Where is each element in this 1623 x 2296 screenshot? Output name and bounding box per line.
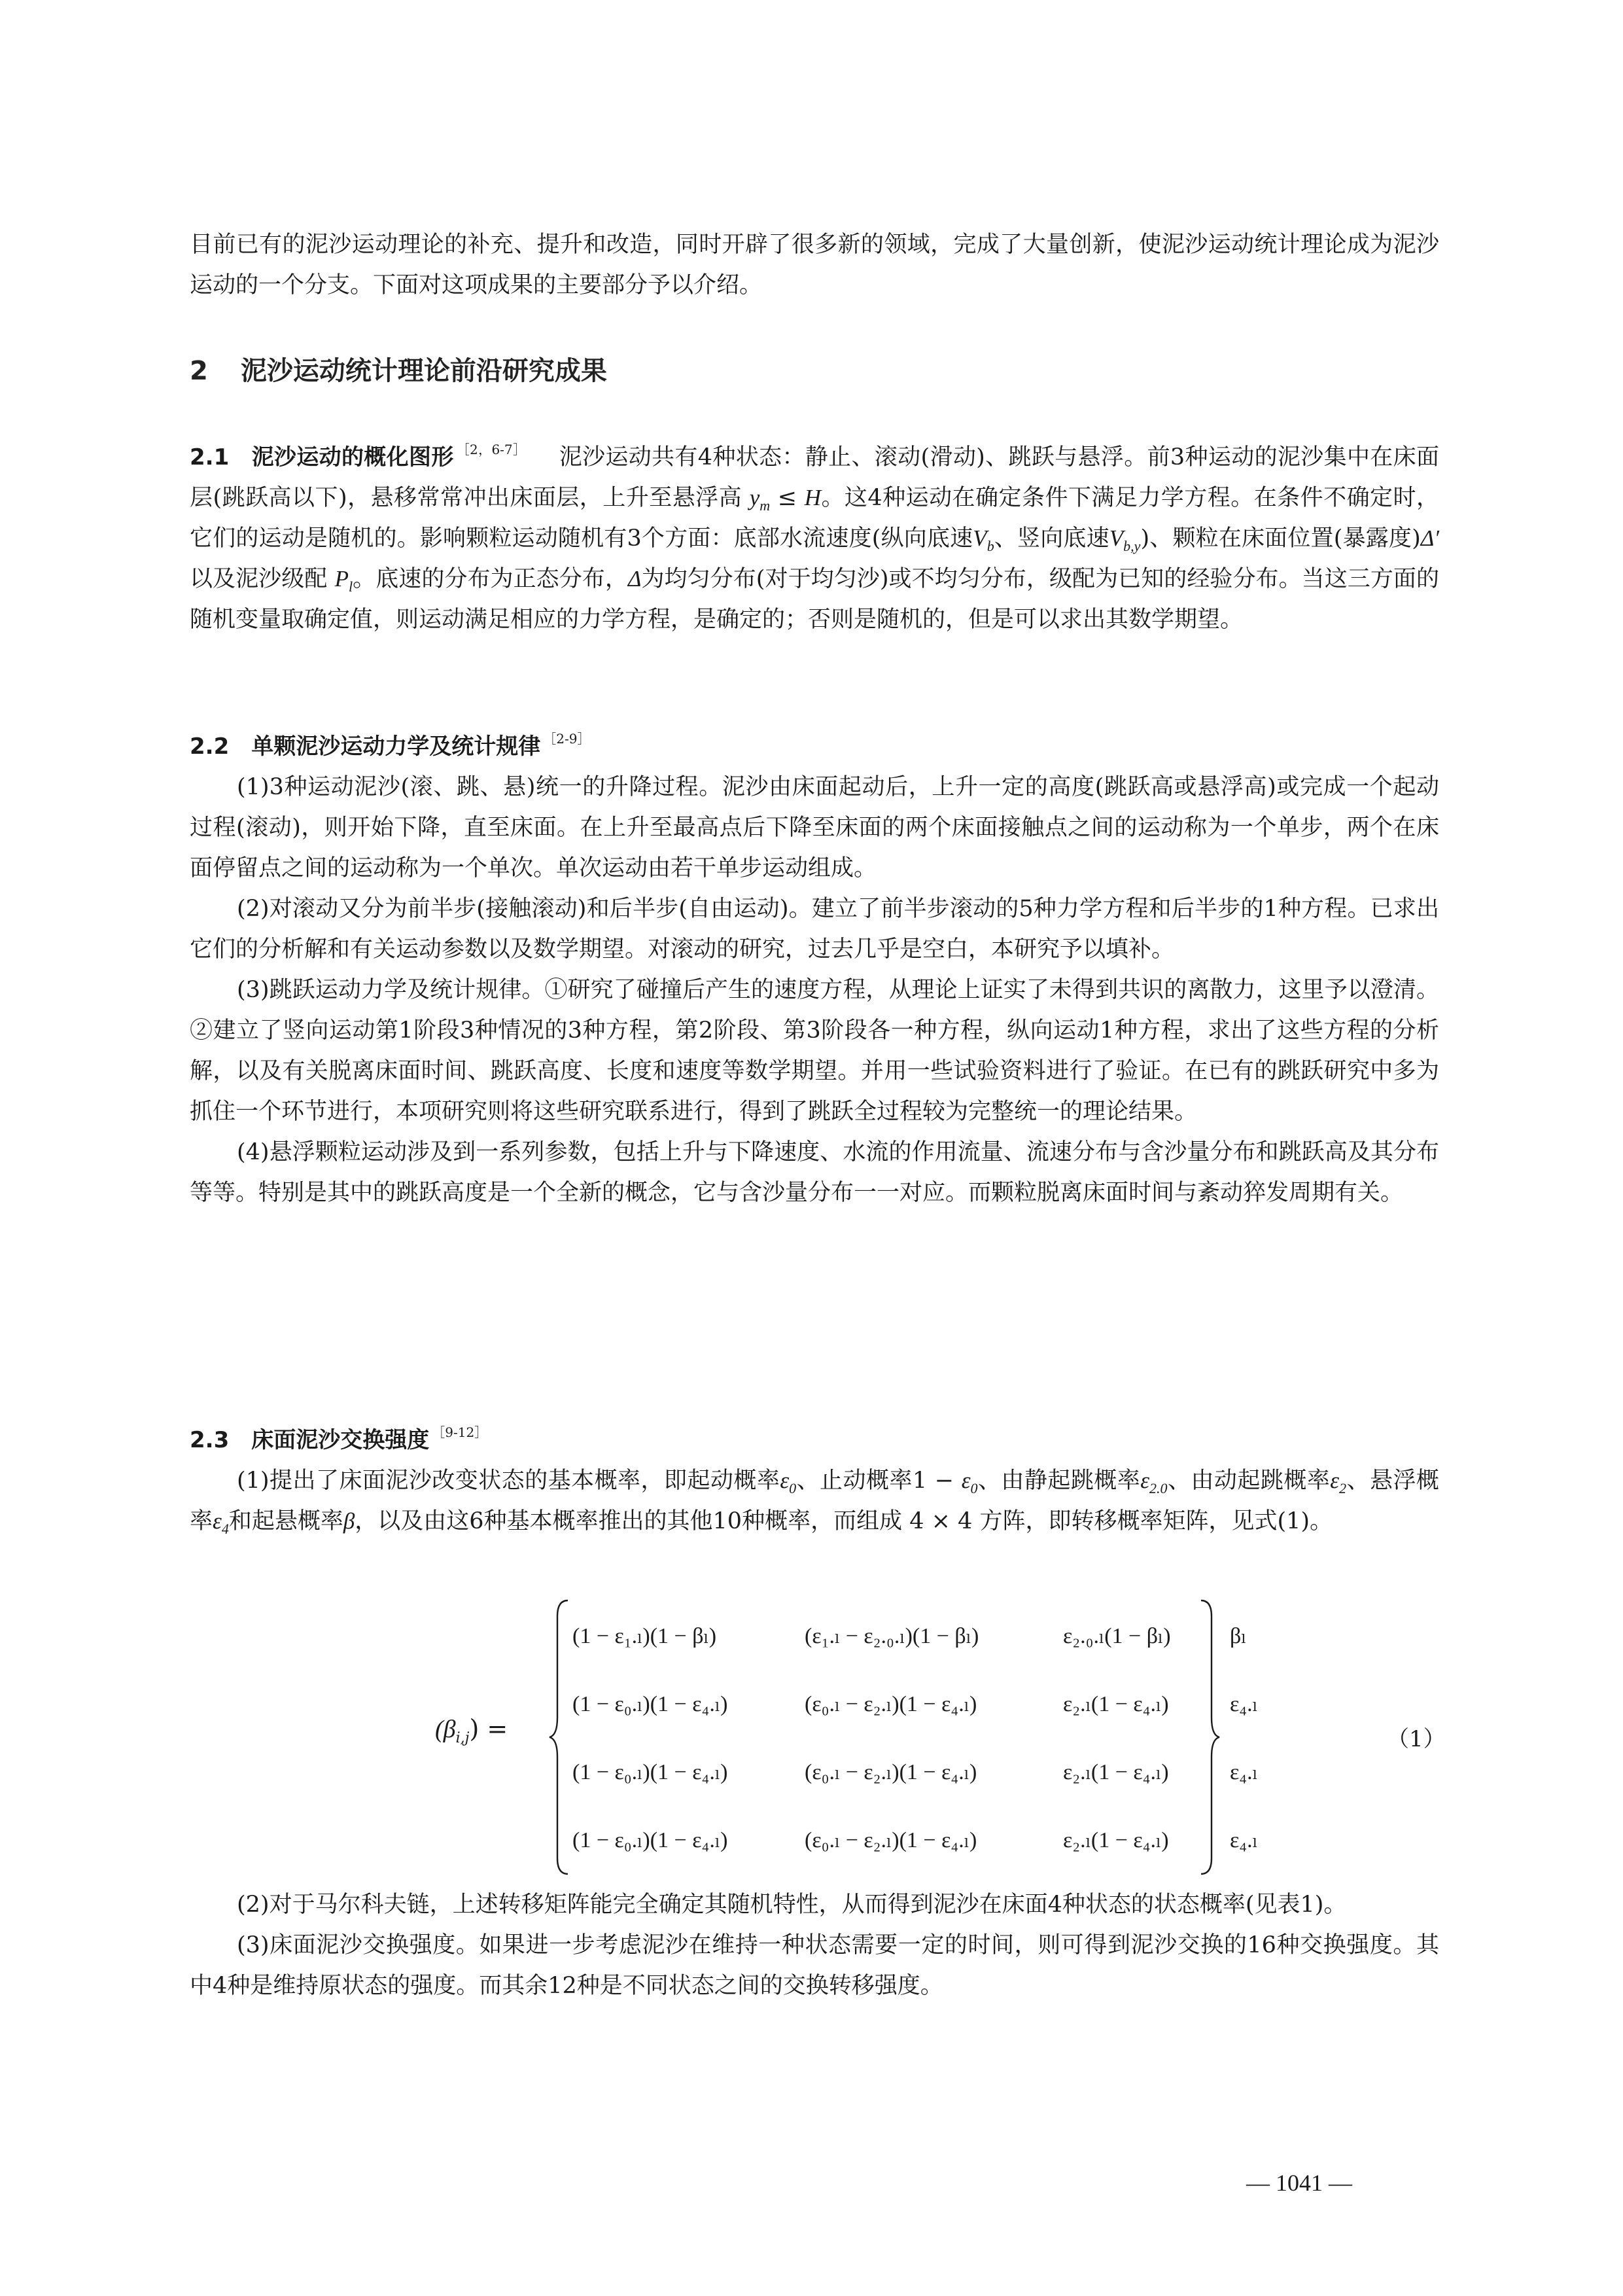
section-number: 2 (190, 356, 208, 386)
sym-Vb: $V_b$ (973, 525, 994, 554)
matrix-grid (572, 1602, 1276, 1874)
paragraph-2-3-3: (3)床面泥沙交换强度。如果进一步考虑泥沙在维持一种状态需要一定的时间，则可得到泥沙交换的16种交换强度。其中4种是维持原状态的强度。而其余12种是不同状态之间的交换转移强度。 (190, 1932, 1439, 1999)
intro-paragraph (190, 224, 1439, 306)
subsection-2-3-number: 2.3 (190, 1427, 230, 1453)
sym-ym: $y_m$ (749, 485, 771, 514)
matrix-cell: (1 − ε₀.ₗ)(1 − ε₄.ₗ) (572, 1692, 728, 1716)
matrix-cell: ε₂.ₗ(1 − ε₄.ₗ) (1063, 1828, 1169, 1852)
subsection-2-1-number: 2.1 (190, 444, 230, 470)
right-brace (1197, 1597, 1221, 1878)
equation-lhs: $(\beta_{i,j})$ = (435, 1714, 508, 1746)
page-number: — 1041 — (1246, 2170, 1352, 2196)
paragraph-2-3-2: (2)对于马尔科夫链，上述转移矩阵能完全确定其随机特性，从而得到泥沙在床面4种状态的状态概率(见表1)。 (237, 1892, 1347, 1918)
subsection-2-2-number: 2.2 (190, 733, 230, 760)
paragraph-2-2-2: (2)对滚动又分为前半步(接触滚动)和后半步(自由运动)。建立了前半步滚动的5种力学方程和后半步的1种方程。已求出它们的分析解和有关运动参数以及数学期望。对滚动的研究，过去几乎是空白，本研究予以填补。 (190, 896, 1439, 963)
sym-Pl: $P_l$ (334, 566, 353, 595)
subsection-2-3-continued (190, 1884, 1439, 2006)
paragraph-2-2-3: (3)跳跃运动力学及统计规律。①研究了碰撞后产生的速度方程，从理论上证实了未得到共识的离散力，这里予以澄清。②建立了竖向运动第1阶段3种情况的3种方程，第2阶段、第3阶段各一种方程，纵向运动1种方程，求出了这些方程的分析解，以及有关脱离床面时间、跳跃高度、长度和速度等数学期望。并用一些试验资料进行了验证。在已有的跳跃研究中多为抓住一个环节进行，本项研究则将这些研究联系进行，得到了跳跃全过程较为完整统一的理论结果。 (190, 977, 1439, 1125)
text-2-1-d: )、颗粒在床面位置(暴露度) (1140, 525, 1421, 552)
subsection-2-2-title: 单颗泥沙运动力学及统计规律 (251, 733, 541, 760)
intro-text: 目前已有的泥沙运动理论的补充、提升和改造，同时开辟了很多新的领域，完成了大量创新，使泥沙运动统计理论成为泥沙运动的一个分支。下面对这项成果的主要部分予以介绍。 (190, 232, 1439, 298)
text-2-1-g: 为均匀分布(对于均匀沙)或不均匀分布，级配为已知的经验分布。当这三方面的随机变量取确定值，则运动满足相应的力学方程，是确定的；否则是随机的，但是可以求出其数学期望。 (190, 566, 1439, 633)
sym-delta: Δ (627, 566, 642, 592)
matrix-cell: βₗ (1230, 1624, 1247, 1648)
sym-leq: ≤ (770, 485, 805, 511)
matrix-cell: ε₄.ₗ (1230, 1692, 1258, 1716)
citation-2-1: ［2，6-7］ (456, 442, 527, 457)
matrix-cell: ε₂.ₗ(1 − ε₄.ₗ) (1063, 1692, 1169, 1716)
paragraph-2-2-4: (4)悬浮颗粒运动涉及到一系列参数，包括上升与下降速度、水流的作用流量、流速分布与含沙量分布和跳跃高及其分布等等。特别是其中的跳跃高度是一个全新的概念，它与含沙量分布一一对应。而颗粒脱离床面时间与紊动猝发周期有关。 (190, 1139, 1439, 1206)
section-title: 泥沙运动统计理论前沿研究成果 (240, 356, 607, 386)
matrix-cell: ε₄.ₗ (1230, 1760, 1258, 1784)
sym-delta-prime: Δ′ (1420, 525, 1439, 551)
subsection-2-1 (190, 437, 1439, 640)
subsection-2-1-heading (190, 444, 454, 470)
matrix-cell: (1 − ε₀.ₗ)(1 − ε₄.ₗ) (572, 1760, 728, 1784)
text-2-1-a: 泥沙运动共有4种状态：静止、滚动(滑动)、跳跃与悬浮。前3种运动的泥沙集中在床面层(跳跃高以下)，悬移常常冲出床面层，上升至悬浮高 (190, 444, 1439, 511)
matrix-cell: ε₂.ₗ(1 − ε₄.ₗ) (1063, 1760, 1169, 1784)
equation-transition-matrix (190, 1597, 1446, 1878)
subsection-2-3-heading (190, 1420, 1439, 1460)
equation-number: （1） (1387, 1726, 1446, 1752)
matrix-cell: ε₂.₀.ₗ(1 − βₗ) (1063, 1624, 1171, 1648)
text-2-1-c: 、竖向底速 (994, 525, 1109, 552)
paragraph-2-2-1: (1)3种运动泥沙(滚、跳、悬)统一的升降过程。泥沙由床面起动后，上升一定的高度(跳跃高或悬浮高)或完成一个起动过程(滚动)，则开始下降，直至床面。在上升至最高点后下降至床面的两个床面接触点之间的运动称为一个单步，两个在床面停留点之间的运动称为一个单次。单次运动由若干单步运动组成。 (190, 774, 1439, 881)
paragraph-2-3-1: (1)提出了床面泥沙改变状态的基本概率，即起动概率$\varepsilon_0$、止动概率$1 - \varepsilon_0$、由静起跳概率$\varepsilon_{2.0}$、由动起跳概率$\varepsilon_2$、悬浮概率$\varepsilon_4$和起悬概率β，以及由这6种基本概率推出的其他10种概率，而组成 4 × 4 方阵，即转移概率矩阵，见式(1)。 (190, 1468, 1439, 1537)
text-2-1-b: 。这4种运动在确定条件下满足力学方程。在条件不确定时，它们的运动是随机的。影响颗粒运动随机有3个方面：底部水流速度(纵向底速 (190, 485, 1440, 552)
subsection-2-1-paragraph (190, 437, 1439, 640)
matrix-cell: ε₄.ₗ (1230, 1828, 1258, 1852)
sym-H: H (804, 485, 821, 510)
left-brace (548, 1597, 572, 1878)
matrix-cell: (1 − ε₀.ₗ)(1 − ε₄.ₗ) (572, 1828, 728, 1852)
matrix-cell: (1 − ε₁.ₗ)(1 − βₗ) (572, 1624, 717, 1648)
subsection-2-3 (190, 1420, 1439, 1542)
matrix-cell: (ε₁.ₗ − ε₂.₀.ₗ)(1 − βₗ) (805, 1624, 979, 1648)
citation-2-3: ［9-12］ (432, 1424, 488, 1440)
subsection-2-2 (190, 726, 1439, 1213)
subsection-2-2-heading (190, 726, 1439, 767)
matrix-cell: (ε₀.ₗ − ε₂.ₗ)(1 − ε₄.ₗ) (805, 1828, 977, 1852)
section-heading (190, 350, 607, 387)
text-2-1-f: 。底速的分布为正态分布， (353, 566, 628, 592)
matrix-cell: (ε₀.ₗ − ε₂.ₗ)(1 − ε₄.ₗ) (805, 1760, 977, 1784)
text-2-1-e: 以及泥沙级配 (190, 566, 328, 592)
subsection-2-3-title: 床面泥沙交换强度 (251, 1427, 430, 1453)
matrix-cell: (ε₀.ₗ − ε₂.ₗ)(1 − ε₄.ₗ) (805, 1692, 977, 1716)
sym-Vby: $V_{b,y}$ (1109, 525, 1141, 554)
subsection-2-1-title: 泥沙运动的概化图形 (251, 444, 454, 470)
citation-2-2: ［2-9］ (543, 731, 591, 747)
